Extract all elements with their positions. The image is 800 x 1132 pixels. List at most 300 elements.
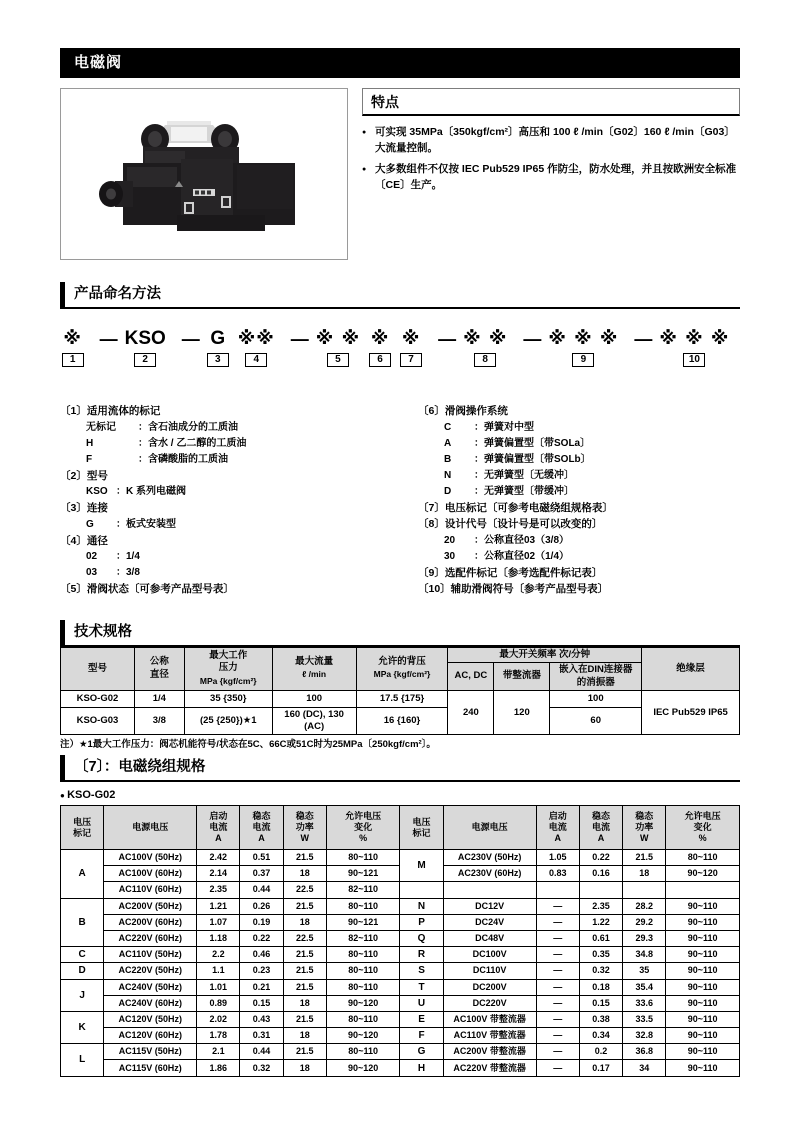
naming-token-index: 8 [474,353,496,367]
naming-token-glyph: ※ [370,328,390,349]
legend-value: ：1/4 [116,551,140,562]
coil-cell-power: 29.2 [623,914,666,930]
legend-key: D [444,485,452,497]
naming-dash: — [634,329,653,349]
legend-item: 〔4〕通径 [60,534,108,547]
legend-key: H [86,437,94,449]
spec-back-pressure: 16 {160} [356,708,448,735]
coil-cell-start: — [536,947,579,963]
legend-key: 20 [444,534,456,546]
table-row [61,691,740,708]
coil-voltage-mark: G [400,1044,443,1060]
coil-cell-start: 2.42 [197,850,240,866]
coil-cell-supply: AC200V (60Hz) [104,914,197,930]
naming-token-glyph: ※ [401,328,421,349]
coil-cell-power: 33.6 [623,995,666,1011]
legend-value: ：公称直径03（3/8） [474,534,570,546]
legend-key: N [444,469,452,481]
coil-cell-power: 21.5 [283,963,326,979]
naming-token-index: 3 [207,353,229,367]
naming-token-4 [238,329,275,367]
coil-voltage-mark: F [400,1028,443,1044]
naming-dash: — [523,329,542,349]
coil-voltage-mark: H [400,1060,443,1076]
naming-token-6 [369,329,391,367]
legend-sub-item [418,436,730,452]
coil-cell-start: 1.21 [197,898,240,914]
coil-cell-start: 1.05 [536,850,579,866]
coil-cell-supply: DC48V [443,930,536,946]
coil-cell-start: — [536,963,579,979]
coil-cell-power: 18 [283,1028,326,1044]
naming-token-glyph: ※ ※ [315,328,361,349]
coil-cell-start: 0.89 [197,995,240,1011]
legend-value: ：弹簧偏置型〔带SOLa〕 [474,437,591,449]
coil-cell-range: 90~120 [326,1060,400,1076]
coil-cell-steady: 0.35 [579,947,622,963]
naming-token-2 [125,329,166,367]
coil-cell-start: 1.78 [197,1028,240,1044]
naming-token-3 [207,329,229,367]
naming-token-index: 2 [134,353,156,367]
legend-value: ：公称直径02（1/4） [474,550,570,562]
naming-legend [60,403,740,598]
coil-cell-supply: DC200V [443,979,536,995]
legend-item: 〔1〕适用流体的标记 [60,405,161,417]
naming-token-index: 9 [572,353,594,367]
coil-cell-power: 18 [283,1060,326,1076]
legend-sub-item [60,549,390,565]
coil-cell-power: 21.5 [283,1011,326,1027]
coil-cell-steady: 0.23 [240,963,283,979]
legend-value: ：K 系列电磁阀 [116,486,186,497]
coil-cell-steady: 0.22 [579,850,622,866]
coil-cell-power: 35 [623,963,666,979]
spec-back-pressure: 17.5 {175} [356,691,448,708]
coil-cell-range: 90~121 [326,914,400,930]
coil-voltage-mark: T [400,979,443,995]
coil-cell-start: — [536,1044,579,1060]
coil-cell-power [623,882,666,898]
coil-cell-start: — [536,1011,579,1027]
legend-value: ：含磷酸脂的工质油 [138,453,228,465]
naming-dash: — [290,329,309,349]
coil-section-heading: 〔7〕：电磁绕组规格 [60,755,740,782]
coil-cell-supply: AC200V 带整流器 [443,1044,536,1060]
feature-text-column [362,88,740,260]
coil-cell-start: — [536,914,579,930]
coil-cell-range: 90~110 [666,930,740,946]
coil-cell-steady: 0.61 [579,930,622,946]
legend-key: 02 [86,551,98,562]
coil-cell-power: 21.5 [283,947,326,963]
coil-voltage-mark: N [400,898,443,914]
legend-item: 〔3〕连接 [60,502,108,514]
coil-cell-supply: AC220V (60Hz) [104,930,197,946]
table-row [61,708,740,735]
coil-cell-start: 2.35 [197,882,240,898]
coil-cell-power: 36.8 [623,1044,666,1060]
spec-th-acdc: AC, DC [448,663,494,691]
coil-cell-range: 80~110 [326,850,400,866]
coil-cell-range: 80~110 [326,1044,400,1060]
coil-cell-steady: 0.31 [240,1028,283,1044]
legend-item: 〔10〕辅助滑阀符号〔参考产品型号表〕 [418,583,609,595]
naming-token-index: 10 [683,353,705,367]
coil-cell-supply: AC100V (60Hz) [104,866,197,882]
coil-cell-start: 1.86 [197,1060,240,1076]
naming-token-index: 4 [245,353,267,367]
solenoid-valve-illustration [85,103,323,249]
feature-section [60,88,740,260]
spec-din-value: 60 [550,708,642,735]
coil-cell-range: 90~110 [666,963,740,979]
legend-value: ：3/8 [116,567,140,578]
coil-cell-steady: 0.44 [240,1044,283,1060]
legend-item: 〔5〕滑阀状态〔可参考产品型号表〕 [60,583,234,595]
table-row [61,882,740,898]
coil-cell-steady: 0.44 [240,882,283,898]
legend-key: 30 [444,550,456,562]
feature-bullet: ● 大多数组件不仅按 IEC Pub529 IP65 作防尘，防水处理，并且按欧洲安全标准〔CE〕生产。 [362,162,740,193]
coil-th-steady-current: 稳态 电流 A [240,806,283,850]
naming-code-diagram [60,329,740,387]
coil-cell-range: 90~110 [666,914,740,930]
legend-value: ：弹簧对中型 [474,421,534,433]
coil-cell-power: 21.5 [283,979,326,995]
coil-cell-steady: 0.26 [240,898,283,914]
coil-cell-steady: 0.32 [240,1060,283,1076]
feature-heading: 特点 [362,88,740,116]
spec-pressure: 35 {350} [184,691,272,708]
naming-token-5 [316,329,360,367]
technical-spec-table [60,647,740,736]
coil-cell-start: — [536,979,579,995]
naming-token-index: 1 [62,353,84,367]
spec-th-max-pressure: 最大工作 压力 MPa {kgf/cm²} [184,647,272,691]
coil-voltage-mark [400,882,443,898]
naming-token-index: 7 [400,353,422,367]
table-row [61,947,740,963]
table-row [61,930,740,946]
coil-cell-steady: 0.16 [579,866,622,882]
coil-cell-start: — [536,1060,579,1076]
coil-cell-start: 0.83 [536,866,579,882]
coil-th-steady-current-2: 稳态 电流 A [579,806,622,850]
coil-cell-range: 80~110 [326,1011,400,1027]
spec-acdc-value: 240 [448,691,494,735]
legend-key: 03 [86,567,98,578]
legend-sub-item [60,484,390,500]
coil-cell-start: 2.14 [197,866,240,882]
spec-th-back-pressure: 允许的背压 MPa {kgf/cm²} [356,647,448,691]
coil-cell-steady: 0.19 [240,914,283,930]
coil-cell-range: 90~110 [666,898,740,914]
coil-voltage-mark: R [400,947,443,963]
coil-cell-supply: AC110V (60Hz) [104,882,197,898]
naming-token-10 [659,329,729,367]
table-row [61,1044,740,1060]
coil-th-start-current-2: 启动 电流 A [536,806,579,850]
legend-item: 〔6〕滑阀操作系统 [418,405,508,417]
coil-cell-range: 90~121 [326,866,400,882]
coil-cell-range: 82~110 [326,882,400,898]
table-row [61,914,740,930]
legend-item: 〔7〕电压标记〔可参考电磁绕组规格表〕 [418,501,613,514]
coil-cell-steady: 0.51 [240,850,283,866]
page-title: 电磁阀 [60,48,740,78]
coil-cell-start [536,882,579,898]
naming-token-7 [400,329,422,367]
coil-voltage-mark: D [61,963,104,979]
coil-th-supply-2: 电源电压 [443,806,536,850]
coil-cell-steady: 0.18 [579,979,622,995]
coil-cell-power: 21.5 [283,898,326,914]
coil-voltage-mark: U [400,995,443,1011]
spec-th-rectifier: 带整流器 [494,663,550,691]
coil-cell-steady: 0.32 [579,963,622,979]
coil-cell-range: 90~110 [666,1044,740,1060]
naming-token-glyph: ※ [63,328,82,349]
coil-cell-steady: 0.38 [579,1011,622,1027]
table-row [61,1028,740,1044]
coil-cell-start: — [536,898,579,914]
table-row [61,979,740,995]
coil-cell-start: 1.01 [197,979,240,995]
legend-sub-item [418,420,730,436]
naming-token-glyph: ※ ※ ※ [659,328,730,349]
legend-key: G [86,518,94,530]
coil-cell-power: 18 [283,866,326,882]
spec-th-insulation: 绝缘层 [642,647,740,691]
coil-cell-supply: AC220V (50Hz) [104,963,197,979]
spec-th-max-flow: 最大流量 ℓ /min [272,647,356,691]
coil-cell-steady [579,882,622,898]
spec-pressure: (25 {250})★1 [184,708,272,735]
naming-legend-left [60,403,400,598]
feature-bullet-list [362,125,740,193]
coil-cell-power: 21.5 [283,850,326,866]
naming-legend-right [400,403,740,598]
coil-cell-supply: DC12V [443,898,536,914]
legend-sub-item [60,517,390,533]
coil-cell-start: 2.02 [197,1011,240,1027]
coil-cell-supply: AC110V (50Hz) [104,947,197,963]
coil-cell-steady: 1.22 [579,914,622,930]
naming-token-glyph: G [210,328,226,349]
coil-cell-power: 34.8 [623,947,666,963]
coil-cell-start: 1.18 [197,930,240,946]
legend-sub-item [418,452,730,468]
spec-bore: 3/8 [134,708,184,735]
coil-voltage-mark: P [400,914,443,930]
spec-din-value: 100 [550,691,642,708]
coil-cell-power: 34 [623,1060,666,1076]
coil-cell-range: 80~110 [666,850,740,866]
naming-token-glyph: KSO [124,328,166,349]
coil-cell-steady: 0.34 [579,1028,622,1044]
legend-value: ：板式安装型 [116,518,176,530]
coil-cell-supply: AC200V (50Hz) [104,898,197,914]
coil-cell-supply: DC100V [443,947,536,963]
coil-cell-steady: 0.15 [579,995,622,1011]
legend-sub-item [60,436,390,452]
coil-cell-power: 29.3 [623,930,666,946]
table-row [61,995,740,1011]
coil-cell-steady: 0.2 [579,1044,622,1060]
legend-sub-item [418,549,730,565]
naming-code-row [60,329,740,367]
coil-cell-supply: AC230V (50Hz) [443,850,536,866]
coil-cell-supply: AC220V 带整流器 [443,1060,536,1076]
coil-cell-range: 90~120 [326,995,400,1011]
coil-voltage-mark: L [61,1044,104,1076]
table-row [61,1060,740,1076]
coil-cell-power: 21.5 [623,850,666,866]
legend-sub-item [60,565,390,581]
coil-voltage-mark: C [61,947,104,963]
coil-cell-range: 80~110 [326,963,400,979]
coil-cell-steady: 2.35 [579,898,622,914]
table-row [61,963,740,979]
legend-sub-item [60,420,390,436]
spec-section-heading: 技术规格 [60,620,740,647]
coil-cell-steady: 0.46 [240,947,283,963]
coil-cell-power: 35.4 [623,979,666,995]
naming-token-glyph: ※※ [237,328,275,349]
coil-cell-start: 1.1 [197,963,240,979]
coil-cell-supply: AC120V (50Hz) [104,1011,197,1027]
coil-cell-range: 90~110 [666,979,740,995]
spec-rectifier-value: 120 [494,691,550,735]
coil-th-supply: 电源电压 [104,806,197,850]
coil-cell-range: 80~110 [326,947,400,963]
spec-th-din: 嵌入在DIN连接器 的消振器 [550,663,642,691]
legend-sub-item [418,484,730,500]
coil-cell-supply: DC24V [443,914,536,930]
coil-cell-power: 22.5 [283,882,326,898]
spec-model: KSO-G03 [61,708,135,735]
naming-section-heading: 产品命名方法 [60,282,740,309]
coil-cell-steady: 0.17 [579,1060,622,1076]
legend-item: 〔2〕型号 [60,469,108,482]
table-row [61,1011,740,1027]
naming-dash: — [99,329,118,349]
legend-key: B [444,453,452,465]
table-row [61,850,740,866]
coil-cell-power: 33.5 [623,1011,666,1027]
coil-cell-start: — [536,930,579,946]
coil-cell-start: — [536,1028,579,1044]
coil-cell-power: 18 [623,866,666,882]
feature-bullet: ● 可实现 35MPa〔350kgf/cm²〕高压和 100 ℓ /min〔G02〕160 ℓ /min〔G03〕大流量控制。 [362,125,740,156]
coil-cell-steady: 0.21 [240,979,283,995]
naming-token-index: 5 [327,353,349,367]
coil-cell-supply: DC110V [443,963,536,979]
spec-bore: 1/4 [134,691,184,708]
coil-cell-steady: 0.37 [240,866,283,882]
coil-cell-range: 90~110 [666,1011,740,1027]
coil-cell-range: 90~110 [666,947,740,963]
coil-th-voltage-range-2: 允许电压 变化 % [666,806,740,850]
naming-dash: — [181,329,200,349]
coil-cell-supply: AC115V (60Hz) [104,1060,197,1076]
coil-cell-supply: AC100V 带整流器 [443,1011,536,1027]
coil-cell-supply: AC110V 带整流器 [443,1028,536,1044]
coil-cell-range: 90~110 [666,1028,740,1044]
solenoid-coil-table [60,805,740,1077]
coil-cell-power: 18 [283,914,326,930]
product-photo [60,88,348,260]
coil-th-mark: 电压 标记 [61,806,104,850]
naming-token-1 [62,329,84,367]
coil-cell-start: 2.1 [197,1044,240,1060]
naming-token-8 [463,329,507,367]
legend-item: 〔8〕设计代号〔设计号是可以改变的〕 [418,518,603,530]
legend-key: KSO [86,486,108,497]
coil-cell-steady: 0.43 [240,1011,283,1027]
coil-sub-heading: ● KSO-G02 [60,789,740,801]
legend-key: A [444,437,452,449]
coil-cell-supply [443,882,536,898]
legend-value: ：弹簧偏置型〔带SOLb〕 [474,453,591,465]
legend-item: 〔9〕选配件标记〔参考选配件标记表〕 [418,566,603,579]
coil-th-voltage-range: 允许电压 变化 % [326,806,400,850]
legend-sub-item [418,468,730,484]
coil-cell-range: 90~120 [666,866,740,882]
coil-cell-power: 28.2 [623,898,666,914]
legend-sub-item [418,533,730,549]
coil-voltage-mark: B [61,898,104,947]
spec-note: 注）★1最大工作压力：阀芯机能符号/状态在5C、66C或51C时为25MPa〔250kgf/cm²〕。 [60,739,436,750]
coil-cell-steady: 0.22 [240,930,283,946]
spec-insulation-value: IEC Pub529 IP65 [642,691,740,735]
coil-cell-supply: AC100V (50Hz) [104,850,197,866]
spec-flow: 100 [272,691,356,708]
legend-key: 无标记 [86,421,116,433]
legend-sub-item [60,452,390,468]
coil-voltage-mark: E [400,1011,443,1027]
coil-th-mark-2: 电压 标记 [400,806,443,850]
coil-cell-supply: AC240V (50Hz) [104,979,197,995]
coil-cell-range: 90~110 [666,995,740,1011]
coil-cell-range: 90~120 [326,1028,400,1044]
coil-cell-power: 18 [283,995,326,1011]
table-row [61,898,740,914]
coil-th-start-current: 启动 电流 A [197,806,240,850]
naming-token-glyph: ※ ※ ※ [548,328,619,349]
coil-cell-range: 90~110 [666,1060,740,1076]
coil-cell-range [666,882,740,898]
coil-th-steady-power: 稳态 功率 W [283,806,326,850]
coil-voltage-mark: S [400,963,443,979]
coil-cell-supply: AC120V (60Hz) [104,1028,197,1044]
spec-th-bore: 公称 直径 [134,647,184,691]
coil-cell-power: 32.8 [623,1028,666,1044]
legend-key: F [86,453,93,465]
coil-cell-start: 2.2 [197,947,240,963]
legend-key: C [444,421,452,433]
coil-cell-range: 80~110 [326,898,400,914]
legend-value: ：含石油成分的工质油 [138,421,238,433]
coil-cell-power: 22.5 [283,930,326,946]
coil-cell-supply: DC220V [443,995,536,1011]
coil-cell-steady: 0.15 [240,995,283,1011]
legend-value: ：含水 / 乙二醇的工质油 [138,437,247,449]
coil-cell-start: — [536,995,579,1011]
coil-voltage-mark: A [61,850,104,899]
naming-token-9 [548,329,618,367]
